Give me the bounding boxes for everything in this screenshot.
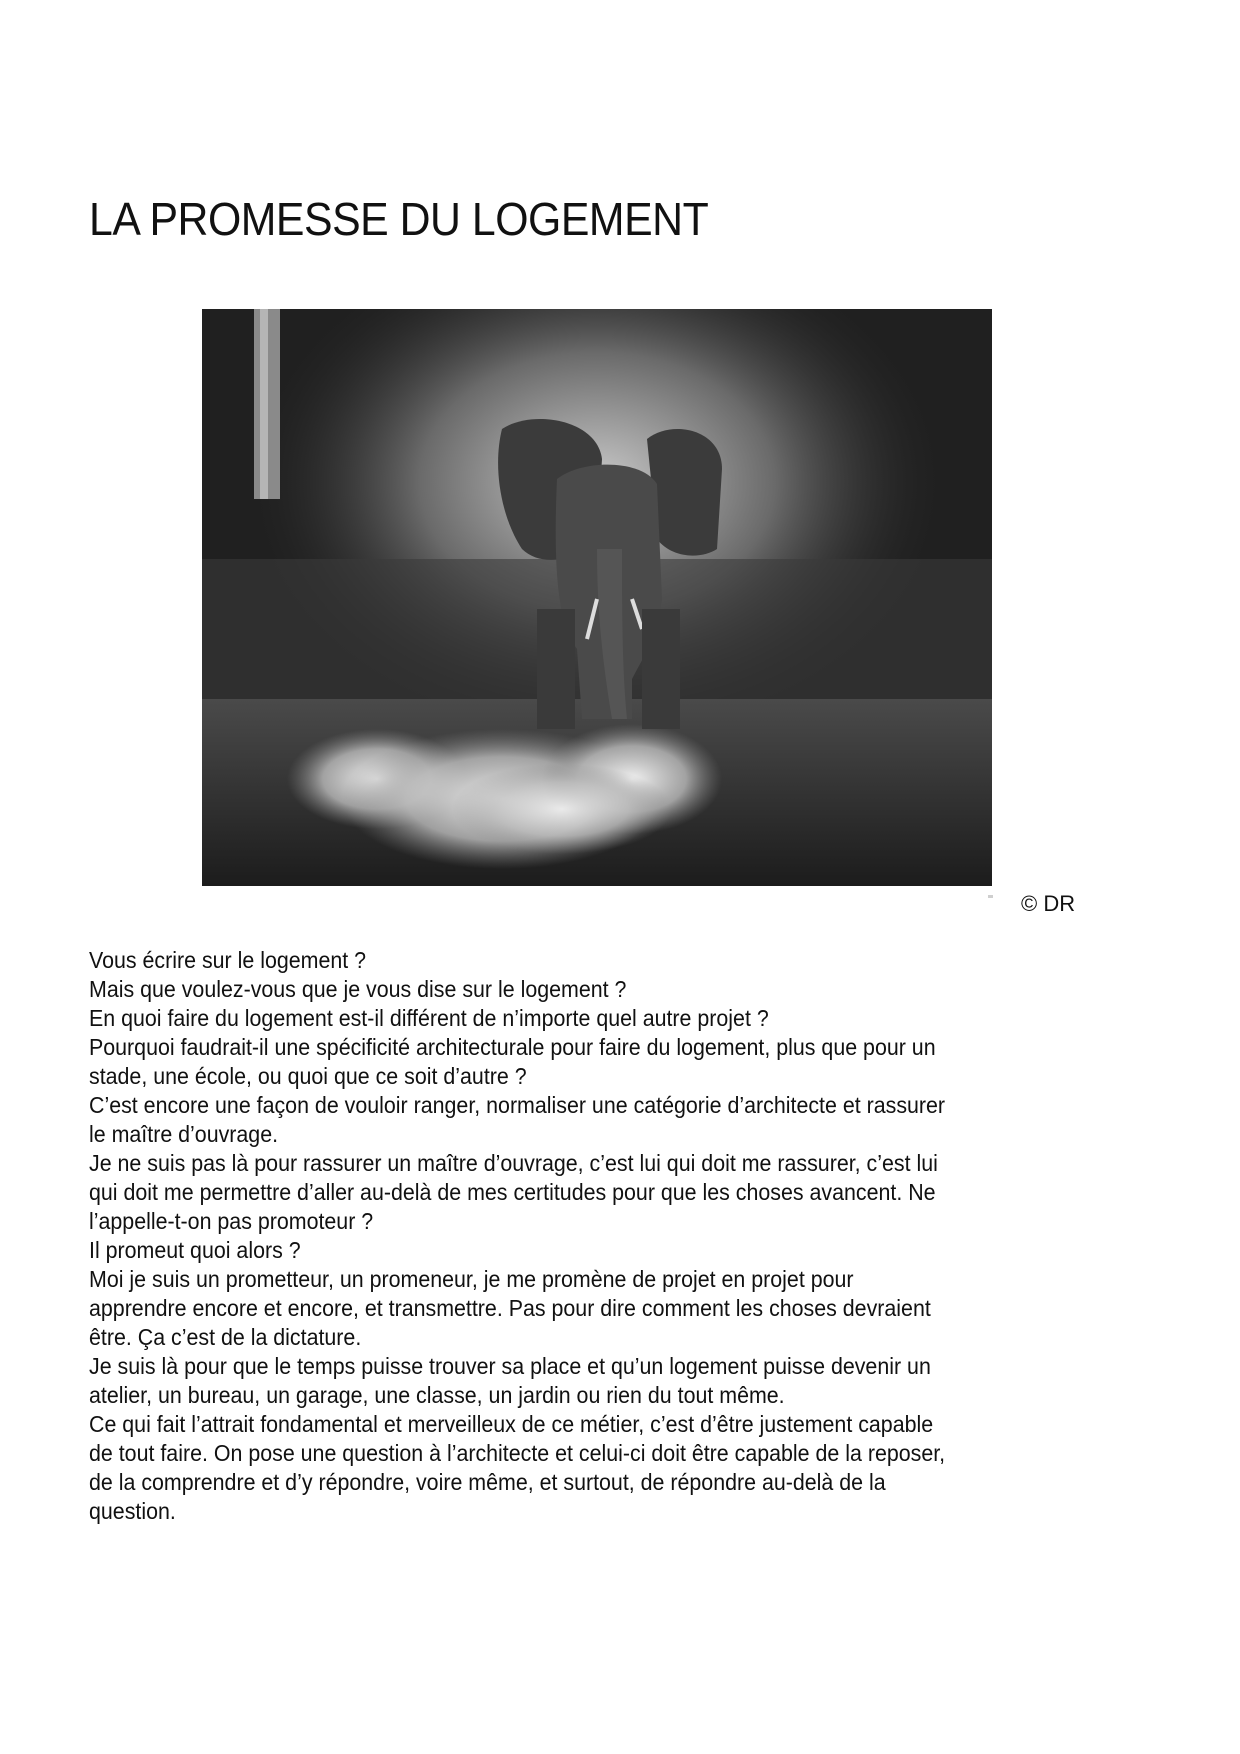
body-line: qui doit me permettre d’aller au-delà de mes certitudes pour que les choses avancent. Ne [89,1179,936,1205]
body-line: de tout faire. On pose une question à l’architecte et celui-ci doit être capable de la reposer, [89,1440,946,1466]
elephant-photo [202,309,992,886]
body-line: En quoi faire du logement est-il différent de n’importe quel autre projet ? [89,1005,769,1031]
body-line: l’appelle-t-on pas promoteur ? [89,1208,374,1234]
body-line: Il promeut quoi alors ? [89,1237,301,1263]
body-line: stade, une école, ou quoi que ce soit d’autre ? [89,1063,527,1089]
body-line: Moi je suis un prometteur, un promeneur, je me promène de projet en projet pour [89,1266,854,1292]
body-line: question. [89,1498,176,1524]
body-line: Je ne suis pas là pour rassurer un maître d’ouvrage, c’est lui qui doit me rassurer, c’est lui [89,1150,938,1176]
page-title: LA PROMESSE DU LOGEMENT [89,193,709,245]
body-line: Ce qui fait l’attrait fondamental et merveilleux de ce métier, c’est d’être justement capable [89,1411,934,1437]
body-line: Je suis là pour que le temps puisse trouver sa place et qu’un logement puisse devenir un [89,1353,931,1379]
body-line: C’est encore une façon de vouloir ranger, normaliser une catégorie d’architecte et rassurer [89,1092,946,1118]
photo-credit: © DR [1021,891,1076,916]
body-line: être. Ça c’est de la dictature. [89,1324,362,1350]
elephant-photo-illustration [202,309,992,886]
body-line: atelier, un bureau, un garage, une classe, un jardin ou rien du tout même. [89,1382,785,1408]
photo-watermark [988,895,993,898]
body-line: le maître d’ouvrage. [89,1121,279,1147]
body-line: Vous écrire sur le logement ? [89,947,367,973]
body-line: Mais que voulez-vous que je vous dise sur le logement ? [89,976,627,1002]
body-line: Pourquoi faudrait-il une spécificité architecturale pour faire du logement, plus que pour un [89,1034,936,1060]
body-line: de la comprendre et d’y répondre, voire même, et surtout, de répondre au-delà de la [89,1469,886,1495]
body-line: apprendre encore et encore, et transmettre. Pas pour dire comment les choses devraient [89,1295,931,1321]
article-body [89,946,1129,1526]
